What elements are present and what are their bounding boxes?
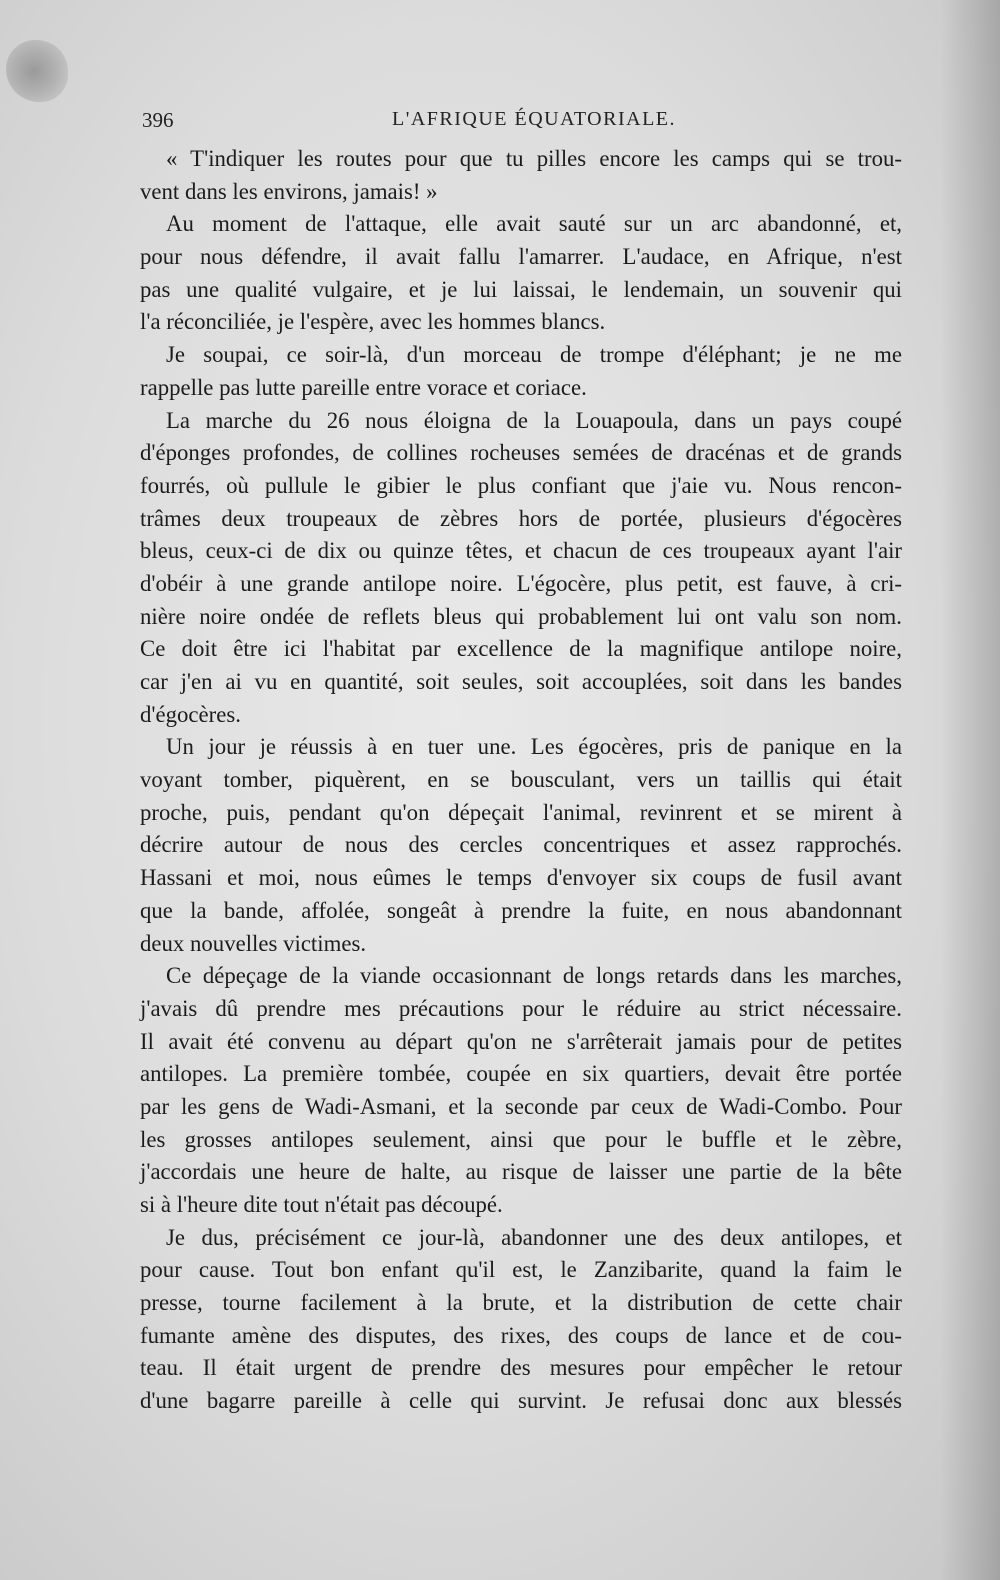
text-line: d'égocères. <box>140 701 241 727</box>
text-line: Au moment de l'attaque, elle avait sauté sur un arc abandonné, et, <box>166 211 902 237</box>
text-line: deux nouvelles victimes. <box>140 930 367 956</box>
text-line: Ce dépeçage de la viande occasionnant de longs retards dans les marches, <box>166 963 902 989</box>
text-line: proche, puis, pendant qu'on dépeçait l'animal, revinrent et se mirent à <box>140 799 902 825</box>
ink-stain <box>6 40 68 102</box>
text-line: fumante amène des disputes, des rixes, des coups de lance et de cou- <box>140 1322 902 1348</box>
text-line: car j'en ai vu en quantité, soit seules, soit accouplées, soit dans les bandes <box>140 669 902 694</box>
text-line: pour cause. Tout bon enfant qu'il est, le Zanzibarite, quand la faim le <box>140 1257 902 1283</box>
page-edge-shadow <box>940 0 1000 1580</box>
page-header <box>142 108 902 138</box>
text-line: d'éponges profondes, de collines rocheuses semées de dracénas et de grands <box>140 440 902 466</box>
text-line: d'obéir à une grande antilope noire. L'égocère, plus petit, est fauve, à cri- <box>140 570 902 596</box>
text-line: décrire autour de nous des cercles concentriques et assez rapprochés. <box>140 832 902 858</box>
text-line: les grosses antilopes seulement, ainsi que pour le buffle et le zèbre, <box>140 1126 902 1152</box>
text-line: bleus, ceux-ci de dix ou quinze têtes, et chacun de ces troupeaux ayant l'air <box>140 538 902 564</box>
text-line: Ce doit être ici l'habitat par excellence de la magnifique antilope noire, <box>140 636 902 662</box>
text-line: teau. Il était urgent de prendre des mesures pour empêcher le retour <box>140 1355 902 1381</box>
text-line: antilopes. La première tombée, coupée en six quartiers, devait être portée <box>140 1061 902 1087</box>
text-line: La marche du 26 nous éloigna de la Louapoula, dans un pays coupé <box>166 407 902 433</box>
text-line: que la bande, affolée, songeât à prendre la fuite, en nous abandonnant <box>140 897 902 923</box>
text-line: j'avais dû prendre mes précautions pour le réduire au strict nécessaire. <box>140 995 902 1021</box>
text-line: nière noire ondée de reflets bleus qui probablement lui ont valu son nom. <box>140 603 902 629</box>
text-line: « T'indiquer les routes pour que tu pilles encore les camps qui se trou- <box>166 146 902 171</box>
page-number: 396 <box>142 108 174 132</box>
text-line: Je soupai, ce soir-là, d'un morceau de trompe d'éléphant; je ne me <box>166 342 902 368</box>
text-line: presse, tourne facilement à la brute, et la distribution de cette chair <box>140 1290 902 1316</box>
text-line: Je dus, précisément ce jour-là, abandonner une des deux antilopes, et <box>166 1224 902 1250</box>
running-title: L'AFRIQUE ÉQUATORIALE. <box>392 108 676 130</box>
body-text <box>140 143 902 1418</box>
text-line: pas une qualité vulgaire, et je lui laissai, le lendemain, un souvenir qui <box>140 276 902 302</box>
text-line: par les gens de Wadi-Asmani, et la seconde par ceux de Wadi-Combo. Pour <box>140 1093 902 1119</box>
text-line: Hassani et moi, nous eûmes le temps d'envoyer six coups de fusil avant <box>140 865 902 891</box>
text-line: l'a réconciliée, je l'espère, avec les hommes blancs. <box>140 309 606 335</box>
text-line: pour nous défendre, il avait fallu l'amarrer. L'audace, en Afrique, n'est <box>140 244 902 270</box>
text-line: fourrés, où pullule le gibier le plus confiant que j'aie vu. Nous rencon- <box>140 472 902 498</box>
text-line: j'accordais une heure de halte, au risque de laisser une partie de la bête <box>140 1159 902 1185</box>
text-line: vent dans les environs, jamais! » <box>140 178 438 204</box>
text-line: trâmes deux troupeaux de zèbres hors de portée, plusieurs d'égocères <box>140 505 902 531</box>
text-line: rappelle pas lutte pareille entre vorace et coriace. <box>140 374 587 400</box>
text-line: d'une bagarre pareille à celle qui survint. Je refusai donc aux blessés <box>140 1388 902 1414</box>
text-line: si à l'heure dite tout n'était pas découpé. <box>140 1192 503 1217</box>
text-line: Il avait été convenu au départ qu'on ne s'arrêterait jamais pour de petites <box>140 1028 902 1054</box>
text-line: Un jour je réussis à en tuer une. Les égocères, pris de panique en la <box>166 734 902 760</box>
text-line: voyant tomber, piquèrent, en se bousculant, vers un taillis qui était <box>140 767 902 793</box>
